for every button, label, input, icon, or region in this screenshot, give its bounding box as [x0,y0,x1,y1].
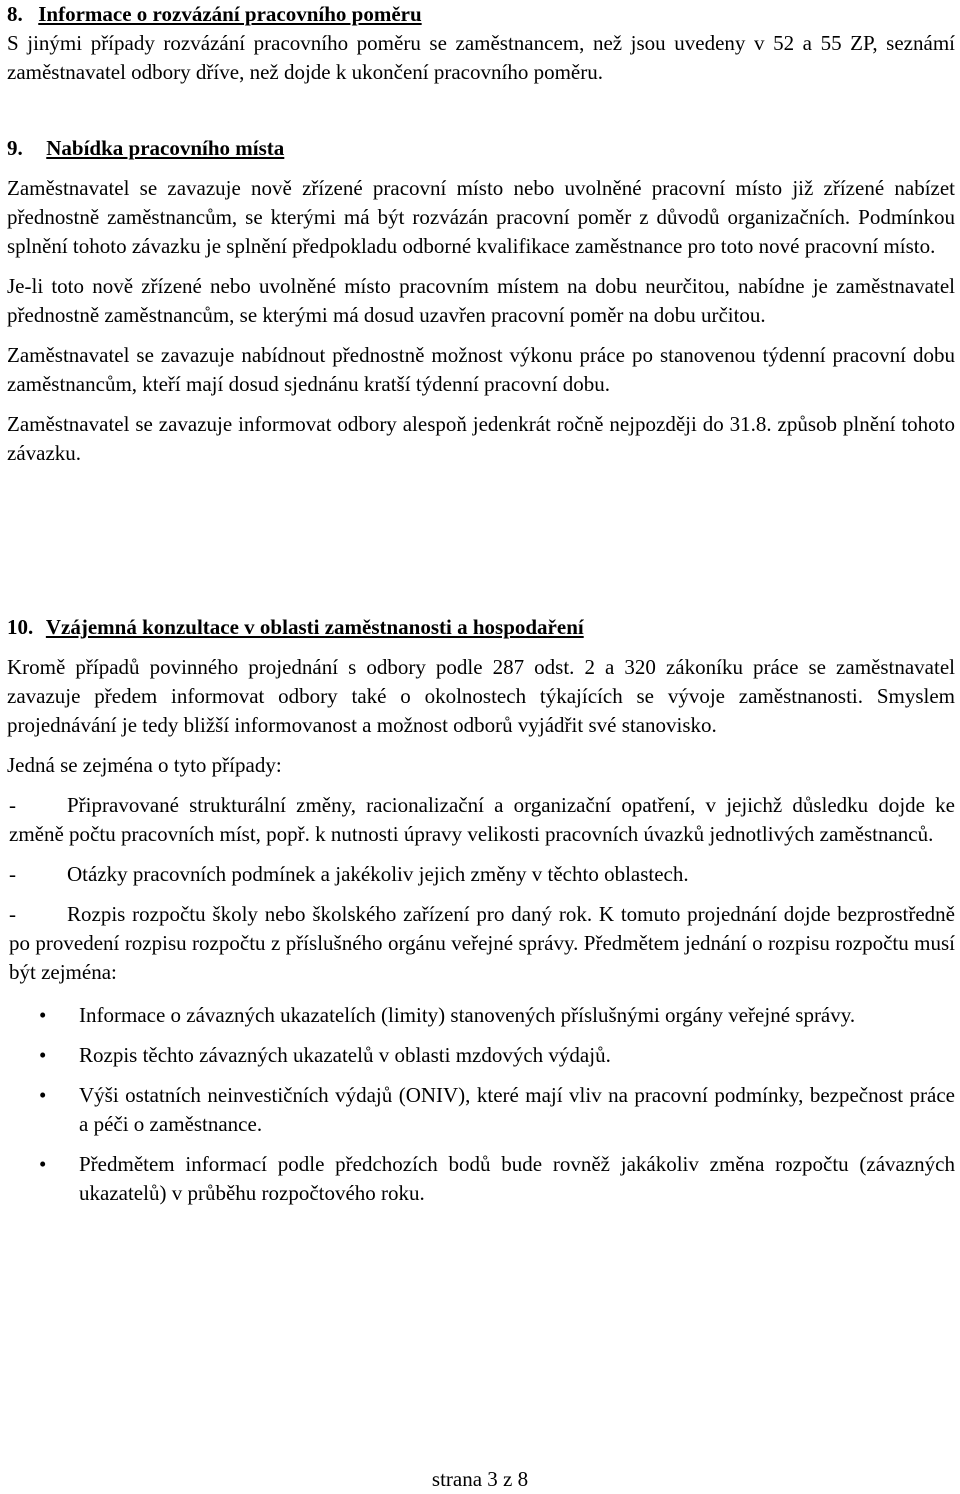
section-8 [7,0,955,87]
paragraph: Kromě případů povinného projednání s odbory podle 287 odst. 2 a 320 zákoníku práce se zaměstnavatel zavazuje předem informovat odbory také o okolnostech týkajících se vývoje zaměstnanosti. Smyslem projednávání je tedy bližší informovanost a možnost odborů vyjádřit své stanovisko. [7,655,955,737]
section-number: 8. [7,2,23,26]
section-heading [7,613,955,642]
list-item-text: Připravované strukturální změny, racionalizační a organizační opatření, v jejichž důsledku dojde ke změně počtu pracovních míst, popř. k nutnosti úpravy velikosti pracovních úvazků jednotlivých zaměstnanců. [9,793,955,846]
list-item-text: Informace o závazných ukazatelích (limity) stanovených příslušnými orgány veřejné správy. [79,1003,856,1027]
section-9 [7,134,955,468]
paragraph: Zaměstnavatel se zavazuje nově zřízené pracovní místo nebo uvolněné pracovní místo již zřízené nabízet přednostně zaměstnancům, se kterými má být rozvázán pracovní poměr z důvodů organizačních. Podmínkou splnění tohoto závazku je splnění předpokladu odborné kvalifikace zaměstnance pro toto nové pracovní místo. [7,176,955,258]
section-title: Informace o rozvázání pracovního poměru [38,2,422,26]
list-item [7,791,955,849]
section-title: Nabídka pracovního místa [46,136,285,160]
section-number: 10. [7,615,34,639]
list-item-text: Výši ostatních neinvestičních výdajů (ONIV), které mají vliv na pracovní podmínky, bezpečnost práce a péči o zaměstnance. [79,1083,955,1136]
list-item-text: Rozpis rozpočtu školy nebo školského zařízení pro daný rok. K tomuto projednání dojde bezprostředně po provedení rozpisu rozpočtu z příslušného orgánu veřejné správy. Předmětem jednání o rozpisu rozpočtu musí být zejména: [9,902,955,984]
paragraph: S jinými případy rozvázání pracovního poměru se zaměstnancem, než jsou uvedeny v 52 a 55 ZP, seznámí zaměstnavatel odbory dříve, než dojde k ukončení pracovního poměru. [7,31,955,84]
dash-marker: - [9,902,16,926]
list-item-text: Rozpis těchto závazných ukazatelů v oblasti mzdových výdajů. [79,1043,611,1067]
paragraph: Jedná se zejména o tyto případy: [7,753,282,777]
page-number: strana 3 z 8 [431,1467,529,1491]
paragraph: Zaměstnavatel se zavazuje informovat odbory alespoň jedenkrát ročně nejpozději do 31.8. způsob plnění tohoto závazku. [7,412,955,465]
dash-marker: - [9,793,16,817]
section-number: 9. [7,136,23,160]
list-item [7,900,955,987]
bullet-marker: • [39,1152,47,1176]
list-item [7,1081,955,1139]
page-footer [0,1465,960,1494]
bullet-marker: • [39,1043,47,1067]
list-item [7,1150,955,1208]
list-item [7,860,955,889]
section-heading [7,134,955,163]
section-10 [7,613,955,1208]
list-item [7,1041,955,1070]
list-item-text: Otázky pracovních podmínek a jakékoliv jejich změny v těchto oblastech. [67,862,689,886]
list-item-text: Předmětem informací podle předchozích bodů bude rovněž jakákoliv změna rozpočtu (závazných ukazatelů) v průběhu rozpočtového roku. [79,1152,955,1205]
bullet-marker: • [39,1083,47,1107]
section-title: Vzájemná konzultace v oblasti zaměstnanosti a hospodaření [45,615,584,639]
paragraph: Zaměstnavatel se zavazuje nabídnout přednostně možnost výkonu práce po stanovenou týdenní pracovní dobu zaměstnancům, kteří mají dosud sjednánu kratší týdenní pracovní dobu. [7,343,955,396]
bullet-marker: • [39,1003,47,1027]
dash-list [7,791,955,987]
section-heading [7,0,955,29]
bullet-list [7,1001,955,1208]
list-item [7,1001,955,1030]
paragraph: Je-li toto nově zřízené nebo uvolněné místo pracovním místem na dobu neurčitou, nabídne je zaměstnavatel přednostně zaměstnancům, se kterými má dosud uzavřen pracovní poměr na dobu určitou. [7,274,955,327]
dash-marker: - [9,862,16,886]
